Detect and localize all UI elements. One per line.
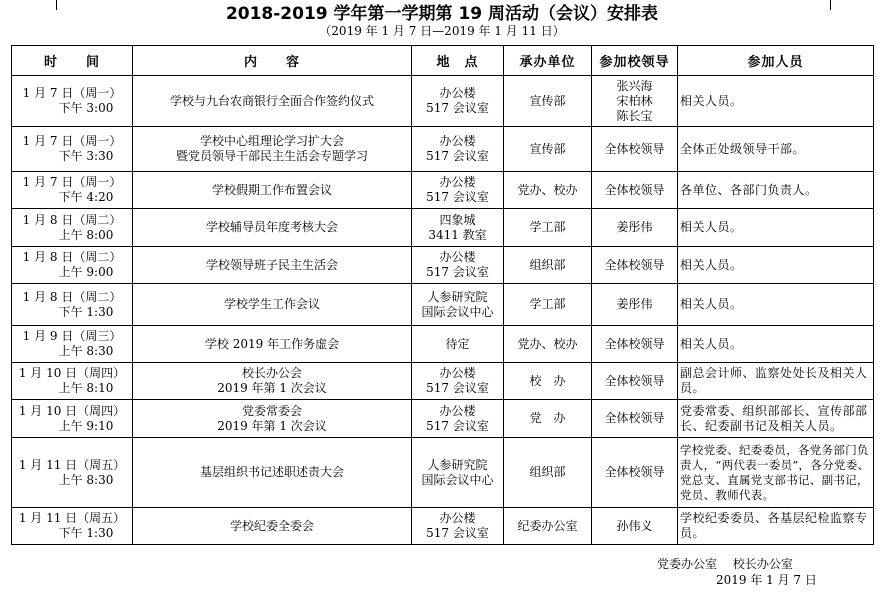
place-line: 517 会议室: [426, 526, 489, 540]
place-line: 办公楼: [439, 511, 476, 525]
organizer-text: 组织部: [529, 257, 566, 272]
content-line: 学校假期工作布置会议: [211, 182, 332, 197]
place-line: 3411 教室: [428, 227, 487, 242]
place-line: 517 会议室: [426, 381, 489, 395]
page-title: 2018-2019 学年第一学期第 19 周活动（会议）安排表: [225, 4, 659, 24]
date-text: 1 月 10 日（周四）: [18, 403, 126, 418]
content-line: 学校纪委全委会: [229, 518, 314, 533]
header-place: 地 点: [412, 46, 504, 76]
issue-date: 2019 年 1 月 7 日: [716, 573, 817, 587]
cell-participants: [678, 284, 874, 326]
participants-text: 相关人员。: [680, 93, 743, 108]
table-row: [12, 400, 874, 438]
organizer-text: 党 办: [529, 411, 566, 425]
cell-time: [12, 400, 133, 438]
cell-place: [412, 400, 504, 438]
place-line: 办公楼: [439, 250, 476, 264]
organizer-text: 纪委办公室: [517, 518, 578, 533]
place-line: 待定: [445, 336, 470, 351]
participants-text: 学校纪委委员、各基层纪检监察专员。: [680, 511, 868, 540]
cell-participants: [678, 76, 874, 127]
place-line: 四象城: [439, 212, 476, 227]
date-text: 1 月 7 日（周一）: [22, 86, 122, 100]
content-line: 学校领导班子民主生活会: [205, 257, 338, 272]
cell-leaders: [592, 508, 678, 545]
time-text: 上午 9:00: [58, 265, 114, 279]
header-leaders: 参加校领导: [592, 46, 678, 76]
cell-content: [133, 508, 412, 545]
header-organizer: 承办单位: [504, 46, 592, 76]
table-row: [12, 284, 874, 326]
participants-text: 相关人员。: [680, 336, 743, 351]
participants-text: 相关人员。: [680, 257, 743, 272]
place-line: 办公楼: [439, 86, 476, 100]
place-line: 国际会议中心: [421, 304, 494, 319]
cell-content: [133, 326, 412, 363]
cell-content: [133, 284, 412, 326]
place-line: 办公楼: [439, 134, 476, 148]
content-line: 校长办公会: [241, 366, 302, 380]
place-line: 517 会议室: [426, 418, 489, 433]
content-line: 2019 年第 1 次会议: [217, 418, 327, 433]
leader-name: 张兴海: [616, 78, 653, 93]
table-row: [12, 209, 874, 247]
cell-participants: [678, 400, 874, 438]
time-text: 上午 8:30: [58, 472, 114, 487]
content-line: 学校 2019 年工作务虚会: [204, 336, 340, 351]
cell-participants: [678, 209, 874, 247]
date-text: 1 月 8 日（周二）: [22, 289, 122, 304]
organizer-text: 校 办: [529, 373, 566, 388]
organizer-text: 组织部: [529, 465, 566, 479]
place-line: 国际会议中心: [421, 472, 494, 487]
leader-name: 全体校领导: [604, 182, 665, 197]
leader-name: 全体校领导: [604, 411, 665, 425]
place-line: 人参研究院: [427, 289, 488, 304]
cell-leaders: [592, 127, 678, 172]
cell-leaders: [592, 76, 678, 127]
leader-name: 孙伟义: [616, 518, 653, 533]
cell-content: [133, 127, 412, 172]
cell-place: [412, 247, 504, 284]
date-text: 1 月 10 日（周四）: [18, 366, 126, 380]
cell-time: [12, 76, 133, 127]
cell-leaders: [592, 172, 678, 209]
cell-participants: [678, 508, 874, 545]
cell-organizer: [504, 247, 592, 284]
date-text: 1 月 9 日（周三）: [22, 329, 122, 343]
participants-text: 各单位、各部门负责人。: [680, 182, 818, 197]
cell-leaders: [592, 284, 678, 326]
header-time: 时 间: [12, 46, 133, 76]
cell-leaders: [592, 209, 678, 247]
table-row: [12, 508, 874, 545]
cell-organizer: [504, 172, 592, 209]
cell-organizer: [504, 363, 592, 400]
cell-content: [133, 172, 412, 209]
time-text: 上午 8:30: [58, 344, 114, 358]
time-text: 上午 9:10: [58, 418, 114, 433]
cell-content: [133, 438, 412, 508]
time-text: 下午 3:00: [58, 101, 114, 115]
participants-text: 相关人员。: [680, 297, 743, 311]
content-line: 党委常委会: [241, 403, 302, 418]
content-line: 学校辅导员年度考核大会: [205, 220, 338, 234]
organizer-text: 学工部: [529, 297, 566, 311]
issuer-signature: 党委办公室 校长办公室: [657, 557, 793, 571]
cell-time: [12, 209, 133, 247]
cell-time: [12, 438, 133, 508]
cell-leaders: [592, 247, 678, 284]
cell-content: [133, 363, 412, 400]
cell-time: [12, 247, 133, 284]
cell-content: [133, 209, 412, 247]
cell-organizer: [504, 209, 592, 247]
leader-name: 全体校领导: [604, 465, 665, 479]
date-text: 1 月 8 日（周二）: [22, 250, 122, 264]
participants-text: 相关人员。: [680, 220, 743, 234]
time-text: 下午 1:30: [58, 304, 114, 319]
cell-place: [412, 284, 504, 326]
table-row: [12, 127, 874, 172]
content-line: 学校中心组理论学习扩大会: [199, 134, 344, 148]
organizer-text: 党办、校办: [517, 182, 578, 197]
table-row: [12, 438, 874, 508]
cell-participants: [678, 127, 874, 172]
organizer-text: 党办、校办: [517, 336, 578, 351]
cell-time: [12, 363, 133, 400]
place-line: 人参研究院: [427, 457, 488, 472]
leader-name: 宋柏林: [616, 93, 653, 108]
place-line: 517 会议室: [426, 149, 489, 163]
cell-place: [412, 363, 504, 400]
time-text: 下午 4:20: [58, 190, 114, 204]
cell-time: [12, 172, 133, 209]
organizer-text: 宣传部: [529, 141, 566, 156]
table-row: [12, 247, 874, 284]
cell-participants: [678, 438, 874, 508]
schedule-table: [11, 45, 874, 545]
cell-participants: [678, 172, 874, 209]
place-line: 办公楼: [439, 175, 476, 189]
cell-time: [12, 326, 133, 363]
cell-place: [412, 326, 504, 363]
time-text: 上午 8:10: [58, 381, 114, 395]
cell-time: [12, 127, 133, 172]
participants-text: 副总会计师、监察处处长及相关人员。: [680, 366, 868, 395]
cell-place: [412, 127, 504, 172]
cell-leaders: [592, 438, 678, 508]
content-line: 学校与九台农商银行全面合作签约仪式: [169, 93, 374, 108]
content-line: 暨党员领导干部民主生活会专题学习: [175, 149, 368, 163]
content-line: 2019 年第 1 次会议: [217, 381, 327, 395]
participants-text: 全体正处级领导干部。: [680, 141, 806, 156]
time-text: 下午 1:30: [58, 526, 114, 540]
cell-organizer: [504, 438, 592, 508]
date-text: 1 月 7 日（周一）: [22, 134, 122, 148]
cell-time: [12, 284, 133, 326]
participants-text: 学校党委、纪委委员，各党务部门负责人，“两代表一委员”，各分党委、党总支、直属党支部书记、副书记，党员、教师代表。: [680, 442, 870, 502]
date-text: 1 月 7 日（周一）: [22, 175, 122, 189]
cell-participants: [678, 363, 874, 400]
table-header-row: [12, 46, 874, 76]
cell-participants: [678, 247, 874, 284]
cell-leaders: [592, 400, 678, 438]
place-line: 517 会议室: [426, 190, 489, 204]
date-text: 1 月 11 日（周五）: [18, 457, 126, 472]
leader-name: 全体校领导: [604, 141, 665, 156]
content-line: 基层组织书记述职述责大会: [199, 465, 344, 479]
leader-name: 陈长宝: [616, 108, 653, 123]
leader-name: 全体校领导: [604, 257, 665, 272]
cell-time: [12, 508, 133, 545]
cell-organizer: [504, 284, 592, 326]
date-range-subtitle: （2019 年 1 月 7 日—2019 年 1 月 11 日）: [319, 24, 565, 38]
leader-name: 全体校领导: [604, 336, 665, 351]
cell-participants: [678, 326, 874, 363]
place-line: 517 会议室: [426, 265, 489, 279]
leader-name: 全体校领导: [604, 373, 665, 388]
header-participants: 参加人员: [678, 46, 874, 76]
cell-content: [133, 76, 412, 127]
table-row: [12, 326, 874, 363]
table-row: [12, 172, 874, 209]
organizer-text: 学工部: [529, 220, 566, 234]
cell-organizer: [504, 400, 592, 438]
cell-organizer: [504, 326, 592, 363]
content-line: 学校学生工作会议: [223, 297, 320, 311]
cell-organizer: [504, 127, 592, 172]
table-row: [12, 363, 874, 400]
date-text: 1 月 8 日（周二）: [22, 212, 122, 227]
cell-leaders: [592, 326, 678, 363]
cell-place: [412, 438, 504, 508]
time-text: 上午 8:00: [58, 227, 114, 242]
place-line: 办公楼: [439, 366, 476, 380]
organizer-text: 宣传部: [529, 93, 566, 108]
cell-content: [133, 400, 412, 438]
cell-place: [412, 508, 504, 545]
date-text: 1 月 11 日（周五）: [18, 511, 126, 525]
participants-text: 党委常委、组织部部长、宣传部部长、纪委副书记及相关人员。: [680, 403, 868, 433]
place-line: 办公楼: [439, 403, 476, 418]
cell-content: [133, 247, 412, 284]
cell-place: [412, 209, 504, 247]
time-text: 下午 3:30: [58, 149, 114, 163]
leader-name: 姜彤伟: [616, 297, 653, 311]
table-row: [12, 76, 874, 127]
header-content: 内 容: [133, 46, 412, 76]
place-line: 517 会议室: [426, 101, 489, 115]
cell-organizer: [504, 508, 592, 545]
cell-place: [412, 172, 504, 209]
cell-leaders: [592, 363, 678, 400]
leader-name: 姜彤伟: [616, 220, 653, 234]
cell-organizer: [504, 76, 592, 127]
cell-place: [412, 76, 504, 127]
